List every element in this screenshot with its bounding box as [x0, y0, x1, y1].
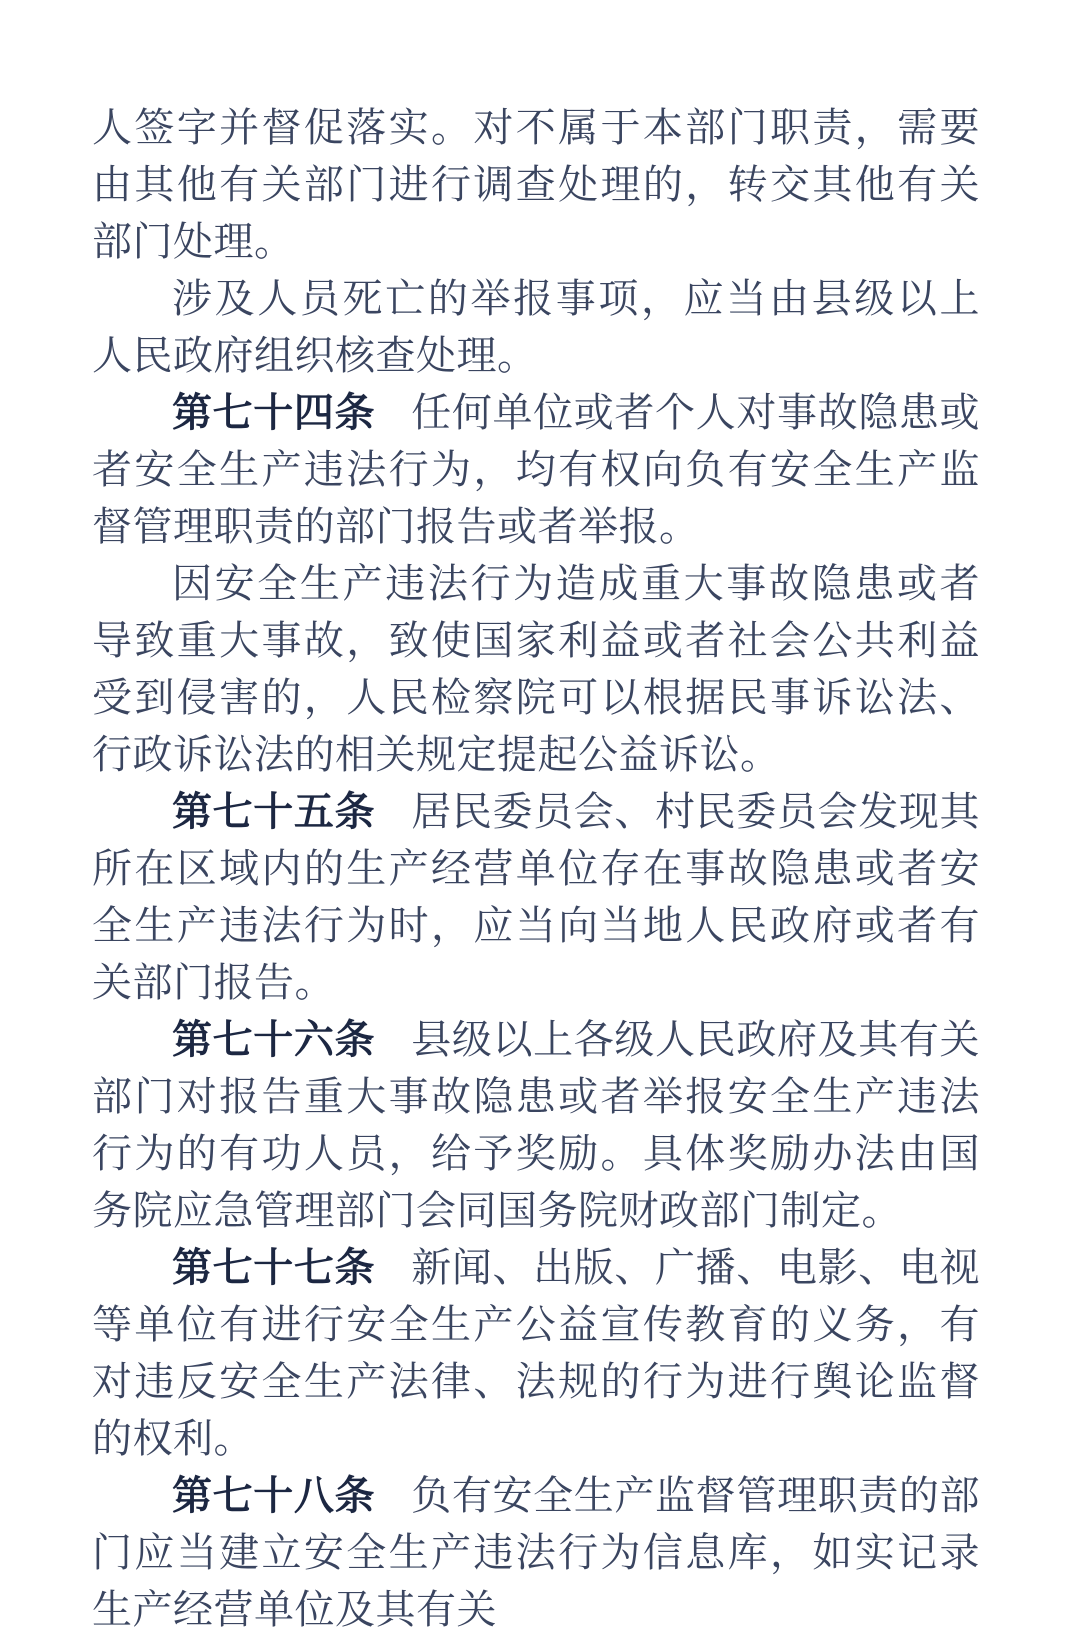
paragraph-text: 县级以上各级人民政府及其有关部门对报告重大事故隐患或者举报安全生产违法行为的有功人员，给予奖励。具体奖励办法由国务院应急管理部门会同国务院财政部门制定。 [92, 1017, 981, 1234]
paragraph-text: 任何单位或者个人对事故隐患或者安全生产违法行为，均有权向负有安全生产监督管理职责的部门报告或者举报。 [92, 390, 981, 550]
paragraph-text: 负有安全生产监督管理职责的部门应当建立安全生产违法行为信息库，如实记录生产经营单位及其有关 [92, 1473, 981, 1633]
paragraph-article-77 [92, 1240, 980, 1468]
paragraph [92, 556, 980, 784]
paragraph [92, 271, 980, 385]
article-number: 第七十四条 [172, 390, 376, 436]
paragraph-article-78 [92, 1468, 980, 1639]
article-number: 第七十七条 [172, 1245, 376, 1291]
paragraph-text: 涉及人员死亡的举报事项，应当由县级以上人民政府组织核查处理。 [92, 276, 980, 379]
paragraph-text: 人签字并督促落实。对不属于本部门职责，需要由其他有关部门进行调查处理的，转交其他有关部门处理。 [92, 105, 980, 265]
paragraph-article-76 [92, 1012, 980, 1240]
document-text-block [92, 100, 980, 1639]
paragraph-text: 居民委员会、村民委员会发现其所在区域内的生产经营单位存在事故隐患或者安全生产违法行为时，应当向当地人民政府或者有关部门报告。 [92, 789, 981, 1006]
paragraph-text: 新闻、出版、广播、电影、电视等单位有进行安全生产公益宣传教育的义务，有对违反安全生产法律、法规的行为进行舆论监督的权利。 [92, 1245, 981, 1462]
article-number: 第七十五条 [172, 789, 376, 835]
paragraph-article-75 [92, 784, 980, 1012]
paragraph-continuation [92, 100, 980, 271]
paragraph-article-74 [92, 385, 980, 556]
paragraph-text: 因安全生产违法行为造成重大事故隐患或者导致重大事故，致使国家利益或者社会公共利益受到侵害的，人民检察院可以根据民事诉讼法、行政诉讼法的相关规定提起公益诉讼。 [92, 561, 980, 778]
article-number: 第七十六条 [172, 1017, 376, 1063]
article-number: 第七十八条 [172, 1473, 376, 1519]
